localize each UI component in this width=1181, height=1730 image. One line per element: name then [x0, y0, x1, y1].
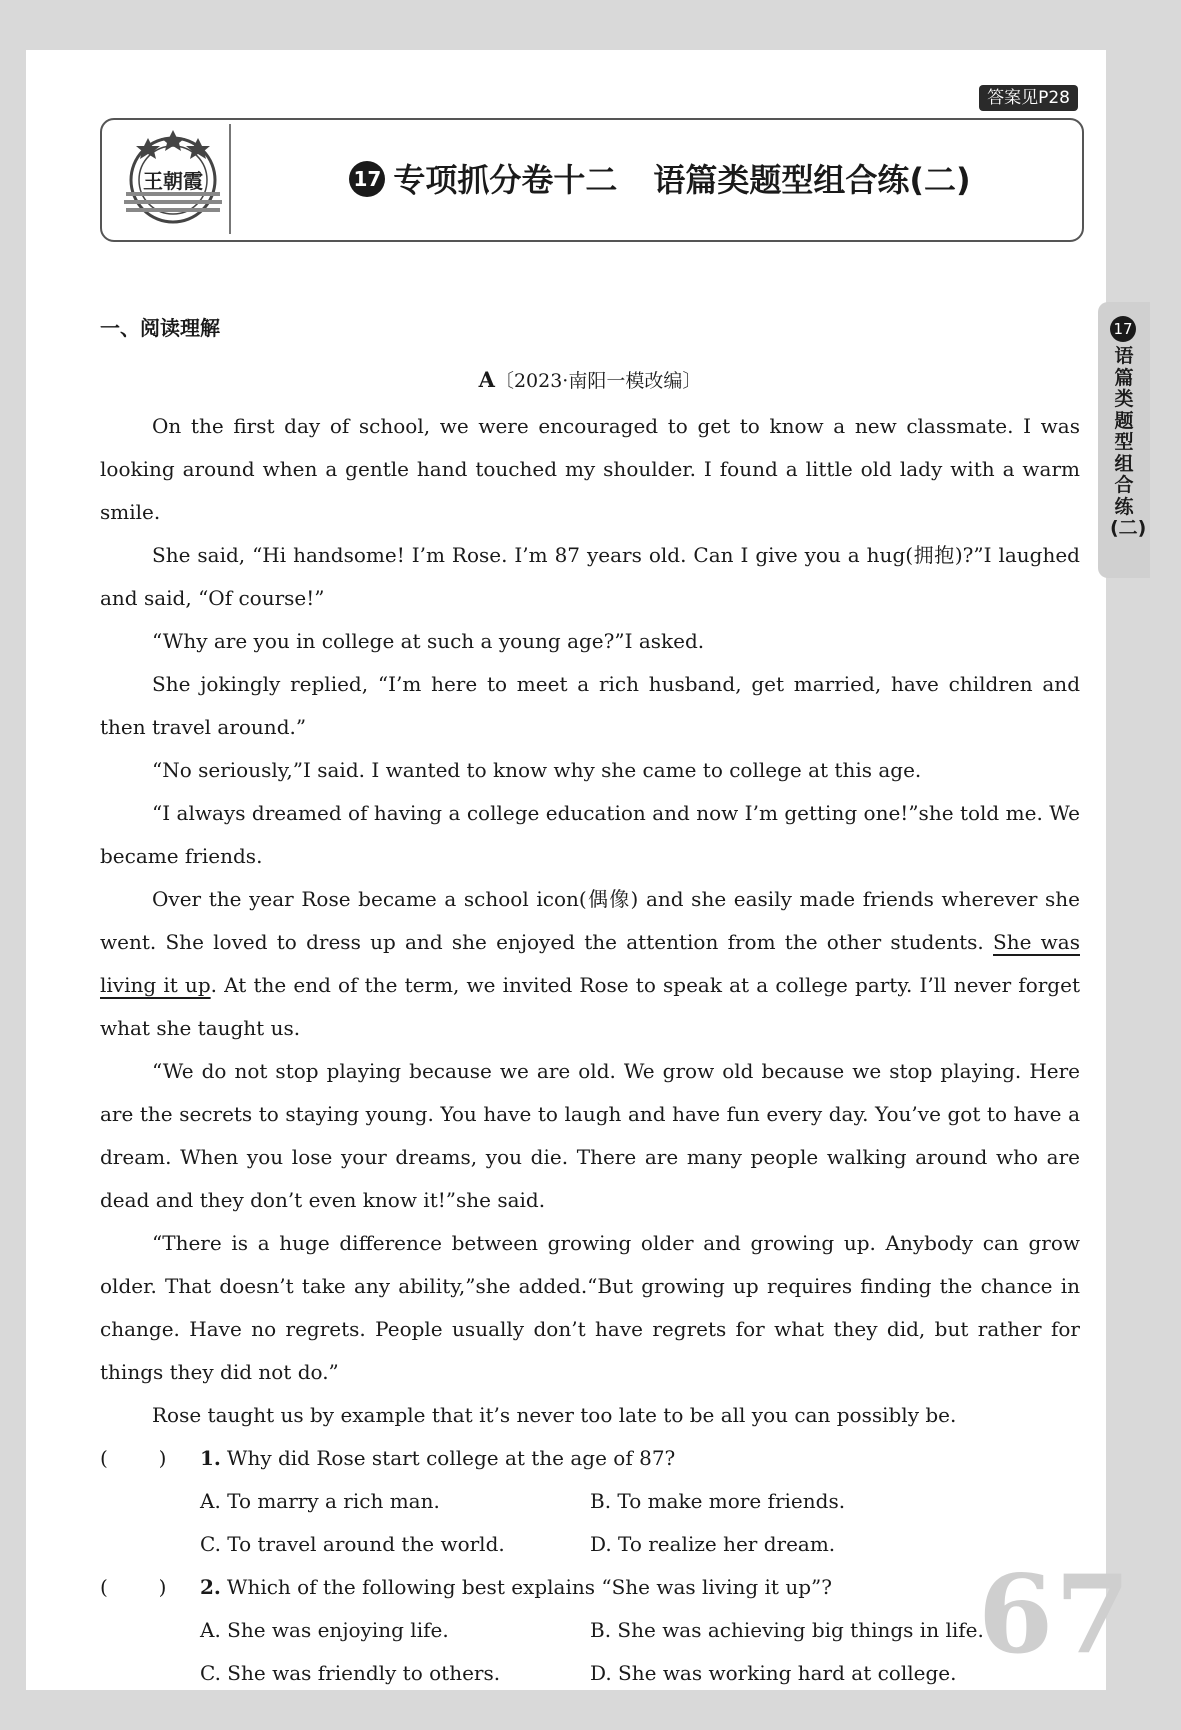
option-b: B. She was achieving big things in life. — [590, 1618, 984, 1642]
page-title — [240, 150, 1080, 210]
paragraph: “I always dreamed of having a college education and now I’m getting one!”she told me. We became friends. — [100, 801, 1080, 868]
question-number: 1. — [200, 1446, 221, 1470]
option-d: D. She was working hard at college. — [590, 1661, 957, 1685]
answer-reference-badge: 答案见P28 — [979, 85, 1078, 111]
title-left: 专项抓分卷十二 — [393, 161, 618, 199]
passage-source: 〔2023·南阳一模改编〕 — [494, 370, 702, 392]
page-number: 67 — [978, 1552, 1133, 1678]
publisher-logo — [118, 122, 228, 234]
passage-body — [100, 405, 1080, 1695]
options-row — [100, 1652, 1080, 1695]
question-2 — [100, 1566, 1080, 1609]
paragraph: She jokingly replied, “I’m here to meet a rich husband, get married, have children and then travel around.” — [100, 672, 1080, 739]
paragraph — [100, 878, 1080, 1050]
section-title: 一、阅读理解 — [100, 316, 220, 340]
option-c: C. To travel around the world. — [200, 1532, 505, 1556]
paragraph-text: . At the end of the term, we invited Rose to speak at a college party. I’ll never forget what she taught us. — [100, 973, 1080, 1040]
side-tab-number: 17 — [1110, 316, 1136, 342]
logo-divider — [229, 124, 231, 234]
paragraph: “Why are you in college at such a young age?”I asked. — [152, 629, 705, 653]
option-d: D. To realize her dream. — [590, 1532, 836, 1556]
paragraph: “There is a huge difference between growing older and growing up. Anybody can grow older. That doesn’t take any ability,”she added.“But growing up requires finding the chance in change. Have no regrets. People usually don’t have regrets for what they did, but rather for things they did not do.” — [100, 1231, 1080, 1384]
options-row — [100, 1523, 1080, 1566]
paragraph-text: Over the year Rose became a school icon(偶像) and she easily made friends wherever she went. She loved to dress up and she enjoyed the attention from the other students. — [100, 887, 1080, 954]
svg-text:王朝霞: 王朝霞 — [143, 169, 203, 193]
title-right: 语篇类题型组合练(二) — [653, 161, 971, 199]
paragraph: Rose taught us by example that it’s never too late to be all you can possibly be. — [152, 1403, 957, 1427]
paragraph: “We do not stop playing because we are old. We grow old because we stop playing. Here are the secrets to staying young. You have to laugh and have fun every day. You’ve got to have a dream. When you lose your dreams, you die. There are many people walking around who are dead and they don’t even know it!”she said. — [100, 1059, 1080, 1212]
question-1 — [100, 1437, 1080, 1480]
question-text: Why did Rose start college at the age of 87? — [226, 1446, 676, 1470]
question-text: Which of the following best explains “She was living it up”? — [226, 1575, 832, 1599]
passage-heading — [100, 366, 1080, 393]
answer-blank[interactable]: ( ) — [100, 1446, 167, 1470]
question-number: 2. — [200, 1575, 221, 1599]
paragraph: “No seriously,”I said. I wanted to know why she came to college at this age. — [152, 758, 922, 782]
answer-blank[interactable]: ( ) — [100, 1575, 167, 1599]
passage-label: A — [478, 367, 495, 392]
options-row — [100, 1480, 1080, 1523]
option-c: C. She was friendly to others. — [200, 1661, 501, 1685]
options-row — [100, 1609, 1080, 1652]
paragraph: On the first day of school, we were encouraged to get to know a new classmate. I was looking around when a gentle hand touched my shoulder. I found a little old lady with a warm smile. — [100, 414, 1080, 524]
option-a: A. To marry a rich man. — [200, 1489, 440, 1513]
underlined-phrase: She was living it up — [100, 930, 1080, 997]
title-number-badge: 17 — [349, 161, 385, 197]
side-tab-label: 语篇类题型组合练(二) — [1110, 345, 1147, 539]
option-b: B. To make more friends. — [590, 1489, 846, 1513]
option-a: A. She was enjoying life. — [200, 1618, 449, 1642]
paragraph: She said, “Hi handsome! I’m Rose. I’m 87 years old. Can I give you a hug(拥抱)?”I laughed and said, “Of course!” — [100, 543, 1080, 610]
